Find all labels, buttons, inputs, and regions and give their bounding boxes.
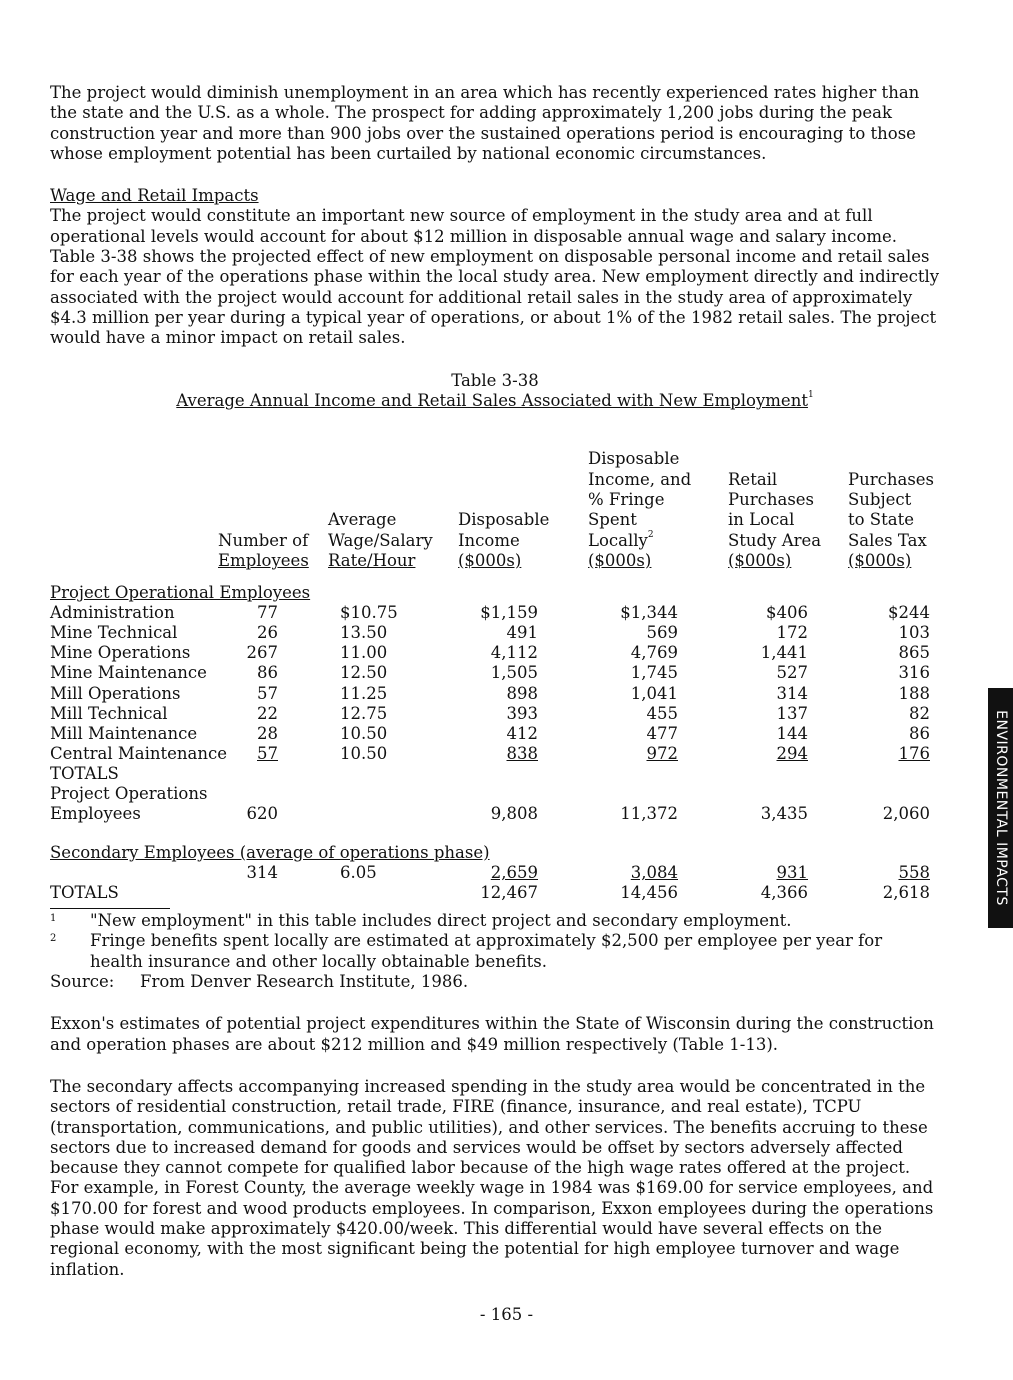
table-cell-retail: 1,441 xyxy=(760,643,808,663)
table-cell-fringe: 569 xyxy=(646,623,678,643)
table-cell-disp: 838 xyxy=(506,743,538,763)
header-fringe: Disposable Income, and % Fringe Spent Locally$^2$ ($000s) xyxy=(588,449,692,570)
table-cell-fringe: 455 xyxy=(646,703,678,723)
totals-label-1: TOTALS xyxy=(50,764,119,784)
side-tab-label: ENVIRONMENTAL IMPACTS xyxy=(992,710,1009,906)
totals-ops-disposable: 9,808 xyxy=(490,804,538,824)
page-number: - 165 - xyxy=(479,1305,534,1324)
table-cell-emp: 22 xyxy=(257,703,278,723)
table-cell-tax: 316 xyxy=(898,663,930,683)
section-secondary-employees: Secondary Employees (average of operations phase) xyxy=(50,843,490,863)
header-disposable-income: Disposable Income ($000s) xyxy=(458,510,550,570)
grand-totals-label: TOTALS xyxy=(50,883,119,903)
table-cell-tax: 865 xyxy=(898,643,930,663)
table-cell-emp: 26 xyxy=(257,623,278,643)
totals-ops-fringe: 11,372 xyxy=(620,804,678,824)
paragraph-exxon-estimates: Exxon's estimates of potential project expenditures within the State of Wisconsin during the construction and operation phases are about $212 million and $49 million respectively (Table 1-13). xyxy=(50,1014,934,1054)
header-retail: Retail Purchases in Local Study Area ($000s) xyxy=(728,469,822,570)
table-cell-label: Mine Technical xyxy=(50,623,178,643)
grand-totals-disposable: 12,467 xyxy=(480,883,538,903)
table-cell-label: Central Maintenance xyxy=(50,743,228,763)
header-sales-tax: Purchases Subject to State Sales Tax ($000s) xyxy=(848,469,935,570)
table-cell-wage: 12.75 xyxy=(340,703,388,723)
grand-totals-retail: 4,366 xyxy=(760,883,808,903)
table-cell-tax: 188 xyxy=(898,683,930,703)
table-cell-wage: $10.75 xyxy=(340,603,398,623)
table-cell-disp: 4,112 xyxy=(490,643,538,663)
table-cell-fringe: 1,745 xyxy=(630,663,678,683)
table-cell-wage: 10.50 xyxy=(340,743,388,763)
page-body xyxy=(50,83,940,1280)
table-cell-tax: $244 xyxy=(888,603,930,623)
section-side-tab xyxy=(988,688,1013,928)
table-cell-emp: 77 xyxy=(257,603,278,623)
table-cell-fringe: $1,344 xyxy=(620,603,678,623)
header-employees: Number of Employees xyxy=(218,530,309,570)
table-cell-label: Mill Technical xyxy=(50,703,168,723)
totals-ops-tax: 2,060 xyxy=(882,804,930,824)
paragraph-secondary-affects: The secondary affects accompanying increased spending in the study area would be concentrated in the sectors of residential construction, retail trade, FIRE (finance, insurance, and real estate), TCPU (transportation, communications, and public utilities), and other services. The benefits accruing to these sectors due to increased demand for goods and services would be offset by sectors adversely affected because they cannot compete for qualified labor because of the high wage rates offered at the project. For example, in Forest County, the average weekly wage in 1984 was $169.00 for service employees, and $170.00 for forest and wood products employees. In comparison, Exxon employees during the operations phase would make approximately $420.00/week. This differential would have several effects on the regional economy, with the most significant being the potential for high employee turnover and wage inflation. xyxy=(50,1076,934,1279)
table-cell-wage: 11.00 xyxy=(340,643,388,663)
footnote-rule xyxy=(50,908,170,909)
table-cell-emp: 28 xyxy=(257,723,278,743)
table-cell-label: Mine Maintenance xyxy=(50,663,207,683)
table-cell-fringe: 477 xyxy=(646,723,678,743)
table-cell-retail: 294 xyxy=(776,743,808,763)
secondary-tax: 558 xyxy=(898,863,930,883)
table-cell-tax: 82 xyxy=(909,703,930,723)
footnote-2: 2 Fringe benefits spent locally are estimated at approximately $2,500 per employee per year for health insurance and other locally obtainable benefits. xyxy=(50,931,883,971)
totals-label-3: Employees xyxy=(50,804,141,824)
secondary-disposable: 2,659 xyxy=(490,863,538,883)
table-title-text: Average Annual Income and Retail Sales Associated with New Employment xyxy=(176,390,808,410)
secondary-employees: 314 xyxy=(246,863,278,883)
table-cell-retail: 137 xyxy=(776,703,808,723)
table-cell-disp: 393 xyxy=(506,703,538,723)
table-cell-disp: 898 xyxy=(506,683,538,703)
table-cell-fringe: 972 xyxy=(646,743,678,763)
table-cell-disp: 491 xyxy=(506,623,538,643)
footnotes xyxy=(50,908,940,992)
table-caption: Table 3-38 xyxy=(451,370,539,390)
table-cell-retail: $406 xyxy=(766,603,808,623)
source-line: Source: From Denver Research Institute, 1986. xyxy=(50,972,469,992)
section-operational-employees: Project Operational Employees xyxy=(50,583,311,603)
table-cell-label: Mine Operations xyxy=(50,643,191,663)
totals-ops-employees: 620 xyxy=(246,804,278,824)
totals-label-2: Project Operations xyxy=(50,784,208,804)
table-cell-retail: 172 xyxy=(776,623,808,643)
table-cell-disp: 412 xyxy=(506,723,538,743)
table-cell-label: Mill Maintenance xyxy=(50,723,198,743)
secondary-wage: 6.05 xyxy=(340,863,377,883)
grand-totals-tax: 2,618 xyxy=(882,883,930,903)
table-title xyxy=(50,391,940,411)
table-cell-fringe: 1,041 xyxy=(630,683,678,703)
grand-totals-fringe: 14,456 xyxy=(620,883,678,903)
table-cell-wage: 12.50 xyxy=(340,663,388,683)
totals-ops-retail: 3,435 xyxy=(760,804,808,824)
table-cell-disp: 1,505 xyxy=(490,663,538,683)
table-cell-emp: 57 xyxy=(257,683,278,703)
table-cell-retail: 144 xyxy=(776,723,808,743)
income-table xyxy=(50,419,940,903)
secondary-retail: 931 xyxy=(776,863,808,883)
footnote-1: 1 "New employment" in this table includes direct project and secondary employment. xyxy=(50,911,792,931)
table-title-footnote-ref: 1 xyxy=(807,389,814,400)
table-cell-tax: 86 xyxy=(909,723,930,743)
table-cell-fringe: 4,769 xyxy=(630,643,678,663)
table-cell-retail: 527 xyxy=(776,663,808,683)
table-cell-label: Administration xyxy=(50,603,175,623)
table-header xyxy=(50,419,940,571)
paragraph-wage-retail: The project would constitute an important new source of employment in the study area and at full operational levels would account for about $12 million in disposable annual wage and salary income. Table 3-38 shows the projected effect of new employment on disposable personal income and retail sales for each year of the operations phase within the local study area. New employment directly and indirectly associated with the project would account for additional retail sales in the study area of approximately $4.3 million per year during a typical year of operations, or about 1% of the 1982 retail sales. The project would have a minor impact on retail sales. xyxy=(50,206,940,348)
table-cell-wage: 11.25 xyxy=(340,683,388,703)
table-cell-emp: 267 xyxy=(246,643,278,663)
table-cell-emp: 57 xyxy=(257,743,278,763)
section-heading: Wage and Retail Impacts xyxy=(50,186,259,206)
header-wage: Average Wage/Salary Rate/Hour xyxy=(328,510,433,570)
table-cell-retail: 314 xyxy=(776,683,808,703)
table-cell-tax: 103 xyxy=(898,623,930,643)
table-cell-wage: 13.50 xyxy=(340,623,388,643)
table-cell-emp: 86 xyxy=(257,663,278,683)
table-cell-label: Mill Operations xyxy=(50,683,181,703)
secondary-fringe: 3,084 xyxy=(630,863,678,883)
table-cell-disp: $1,159 xyxy=(480,603,538,623)
paragraph-unemployment: The project would diminish unemployment in an area which has recently experienced rates higher than the state and the U.S. as a whole. The prospect for adding approximately 1,200 jobs during the peak construction year and more than 900 jobs over the sustained operations period is encouraging to those whose employment potential has been curtailed by national economic circumstances. xyxy=(50,83,920,163)
table-cell-tax: 176 xyxy=(898,743,930,763)
table-cell-wage: 10.50 xyxy=(340,723,388,743)
